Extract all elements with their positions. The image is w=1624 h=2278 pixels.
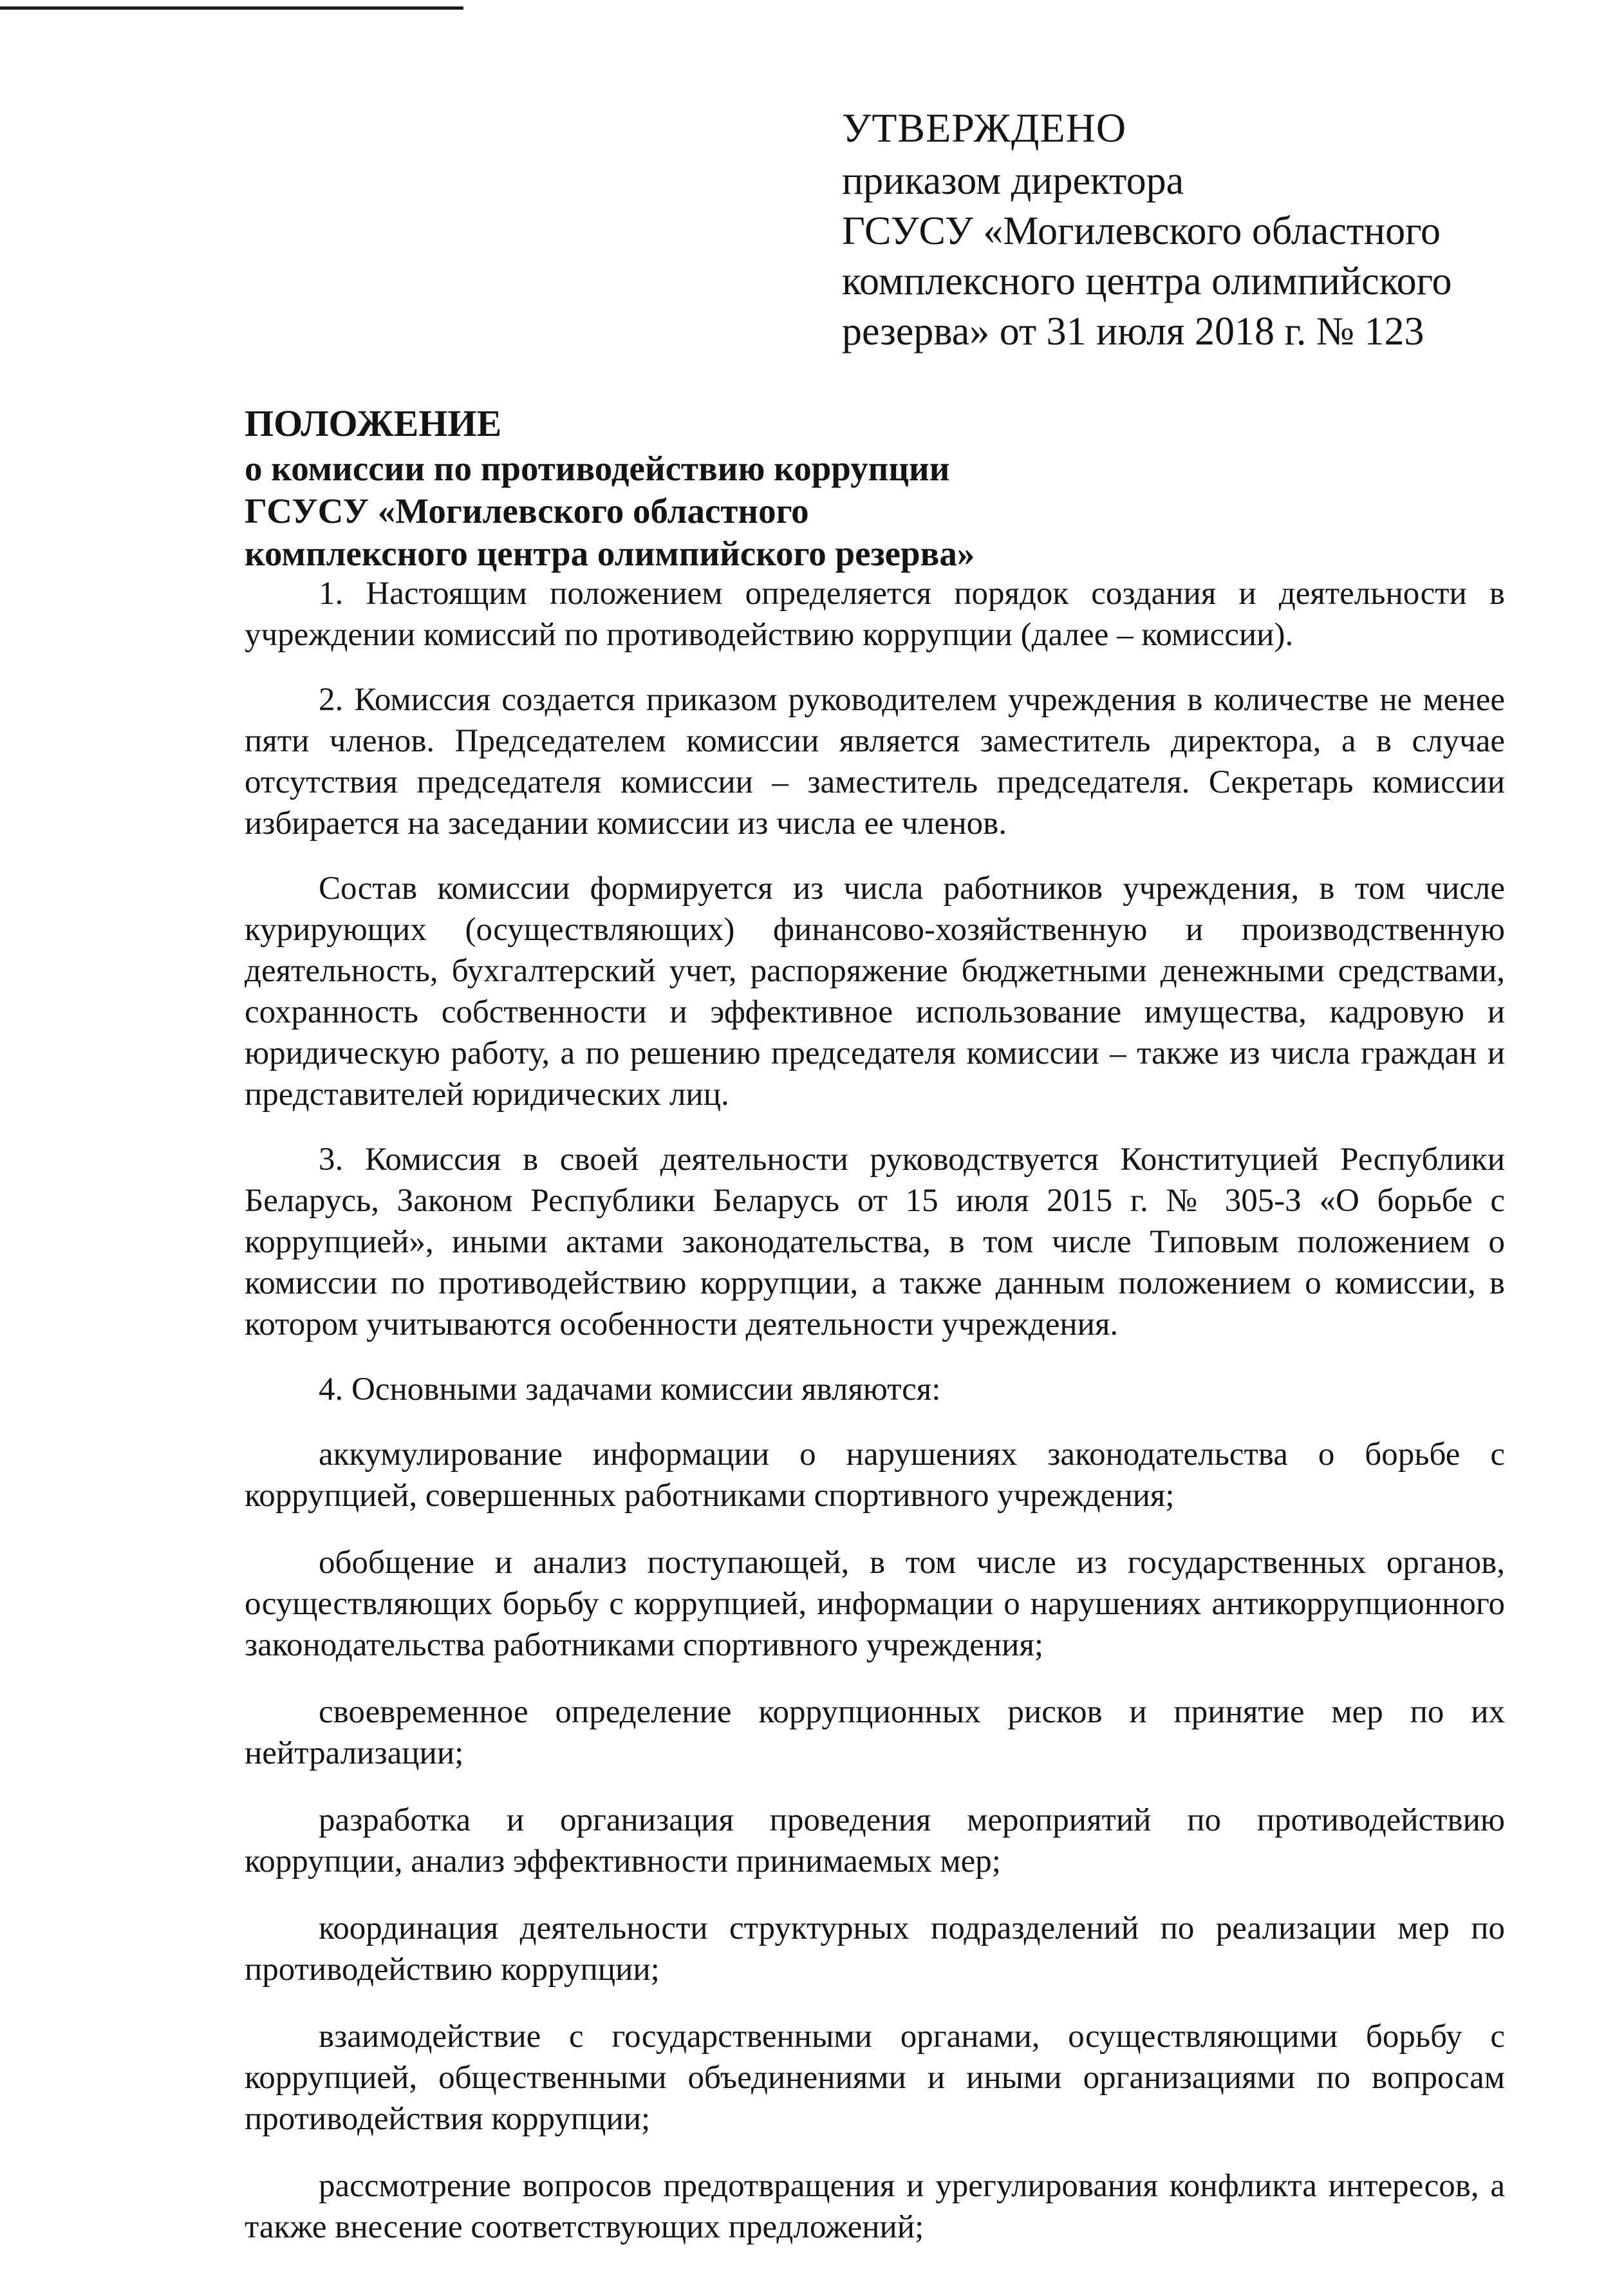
- scan-edge-line: [0, 6, 463, 10]
- paragraph-2: 2. Комиссия создается приказом руководителем учреждения в количестве не менее пяти членов. Председателем комиссии является заместитель директора, а в случае отсутствия председателя комиссии – заместитель председателя. Секретарь комиссии избирается на заседании комиссии из числа ее членов.: [245, 682, 1505, 842]
- paragraph-3: 3. Комиссия в своей деятельности руководствуется Конституцией Республики Беларусь, Законом Республики Беларусь от 15 июля 2015 г. № 305-З «О борьбе с коррупцией», иными актами законодательства, в том числе Типовым положением о комиссии по противодействию коррупции, а также данным положением о комиссии, в котором учитываются особенности деятельности учреждения.: [245, 1142, 1505, 1342]
- document-body: [245, 573, 1505, 2248]
- approval-line: ГСУСУ «Могилевского областного: [842, 209, 1441, 253]
- approval-line: комплексного центра олимпийского: [842, 259, 1452, 303]
- paragraph-composition: Состав комиссии формируется из числа работников учреждения, в том числе курирующих (осуществляющих) финансово-хозяйственную и производственную деятельность, бухгалтерский учет, распоряжение бюджетными денежными средствами, сохранность собственности и эффективное использование имущества, кадровую и юридическую работу, а по решению председателя комиссии – также из числа граждан и представителей юридических лиц.: [245, 871, 1505, 1113]
- document-title-main: ПОЛОЖЕНИЕ: [245, 402, 502, 444]
- approval-stamp: [842, 103, 1518, 357]
- paragraph-4: 4. Основными задачами комиссии являются:: [319, 1371, 941, 1407]
- approval-title: УТВЕРЖДЕНО: [842, 105, 1127, 151]
- task-item: взаимодействие с государственными органами, осуществляющими борьбу с коррупцией, общественными объединениями и иными организациями по вопросам противодействия коррупции;: [245, 2019, 1505, 2137]
- task-item: рассмотрение вопросов предотвращения и урегулирования конфликта интересов, а также внесение соответствующих предложений;: [245, 2168, 1505, 2245]
- task-item: своевременное определение коррупционных рисков и принятие мер по их нейтрализации;: [245, 1694, 1505, 1771]
- task-item: разработка и организация проведения мероприятий по противодействию коррупции, анализ эффективности принимаемых мер;: [245, 1802, 1505, 1879]
- document-title-line: о комиссии по противодействию коррупции: [245, 449, 950, 488]
- task-item: аккумулирование информации о нарушениях законодательства о борьбе с коррупцией, совершенных работниками спортивного учреждения;: [245, 1436, 1505, 1514]
- approval-line: приказом директора: [842, 159, 1184, 203]
- document-title-line: комплексного центра олимпийского резерва»: [245, 534, 975, 573]
- task-item: координация деятельности структурных подразделений по реализации мер по противодействию коррупции;: [245, 1910, 1505, 1988]
- document-title: [245, 402, 975, 575]
- document-title-line: ГСУСУ «Могилевского областного: [245, 491, 809, 531]
- paragraph-1: 1. Настоящим положением определяется порядок создания и деятельности в учреждении комиссий по противодействию коррупции (далее – комиссии).: [245, 576, 1505, 653]
- task-item: обобщение и анализ поступающей, в том числе из государственных органов, осуществляющих борьбу с коррупцией, информации о нарушениях антикоррупционного законодательства работниками спортивного учреждения;: [245, 1545, 1505, 1663]
- approval-line: резерва» от 31 июля 2018 г. № 123: [842, 310, 1424, 353]
